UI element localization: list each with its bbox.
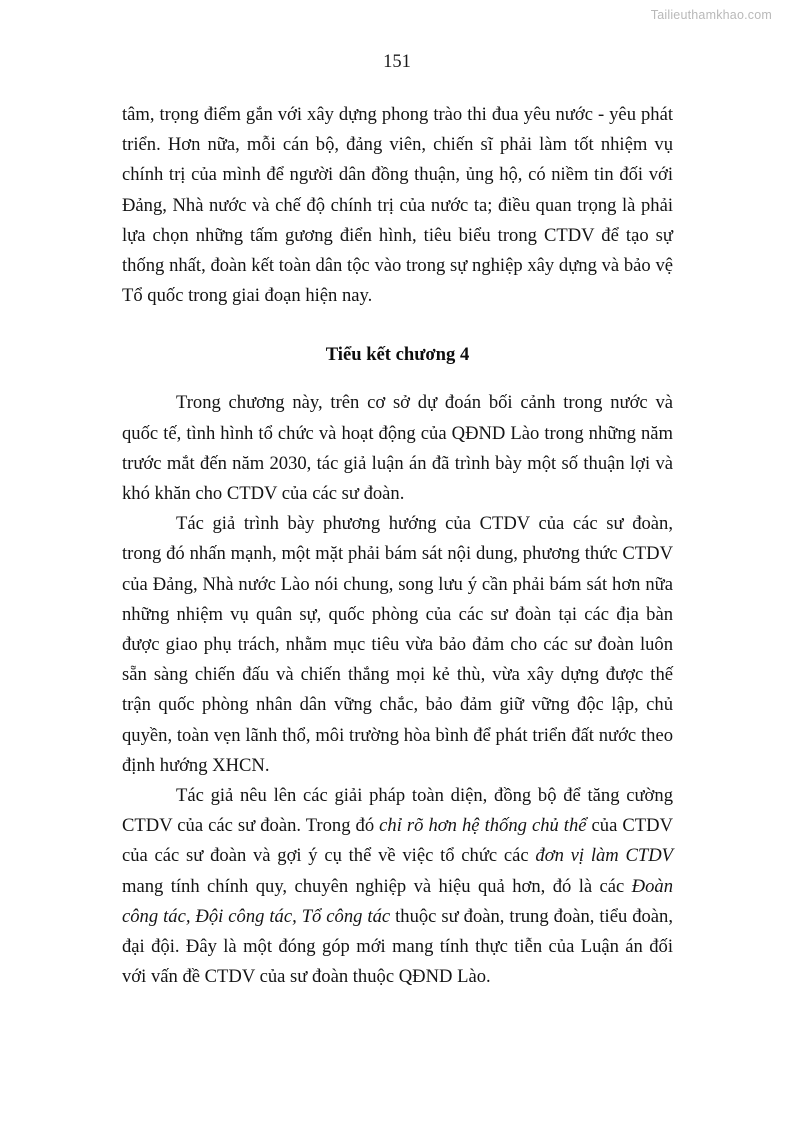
paragraph-solutions-part-4: thuộc sư đoàn, trung đoàn, tiểu đoàn, đại đội. Đây là một đóng góp mới mang tính thực tiễn của Luận án đối với vấn đề CTDV của sư đoàn thuộc QĐND Lào. (122, 905, 673, 988)
page-number: 151 (383, 52, 411, 72)
paragraph-solutions-part-2: của CTDV của các sư đoàn và gợi ý cụ thể về việc tổ chức các (122, 815, 673, 867)
page-content (122, 100, 673, 992)
section-heading: Tiểu kết chương 4 (325, 344, 470, 366)
paragraph-continuation: tâm, trọng điểm gắn với xây dựng phong trào thi đua yêu nước - yêu phát triển. Hơn nữa, mỗi cán bộ, đảng viên, chiến sĩ phải làm tốt nhiệm vụ chính trị của mình để người dân đồng thuận, ủng hộ, có niềm tin đối với Đảng, Nhà nước và chế độ chính trị của nước ta; điều quan trọng là phải lựa chọn những tấm gương điển hình, tiêu biểu trong CTDV để tạo sự thống nhất, đoàn kết toàn dân tộc vào trong sự nghiệp xây dựng và bảo vệ Tổ quốc trong giai đoạn hiện nay. (122, 104, 673, 307)
paragraph-direction: Tác giả trình bày phương hướng của CTDV của các sư đoàn, trong đó nhấn mạnh, một mặt phải bám sát nội dung, phương thức CTDV của Đảng, Nhà nước Lào nói chung, song lưu ý cần phải bám sát hơn nữa những nhiệm vụ quân sự, quốc phòng của các sư đoàn tại các địa bàn được giao phụ trách, nhằm mục tiêu vừa bảo đảm cho các sư đoàn luôn sẵn sàng chiến đấu và chiến thắng mọi kẻ thù, vừa xây dựng được thế trận quốc phòng nhân dân vững chắc, bảo đảm giữ vững độc lập, chủ quyền, toàn vẹn lãnh thổ, môi trường hòa bình để phát triển đất nước theo định hướng XHCN. (122, 513, 673, 776)
paragraph-summary-intro: Trong chương này, trên cơ sở dự đoán bối cảnh trong nước và quốc tế, tình hình tổ chức và hoạt động của QĐND Lào trong những năm trước mắt đến năm 2030, tác giả luận án đã trình bày một số thuận lợi và khó khăn cho CTDV của các sư đoàn. (122, 392, 673, 505)
paragraph-solutions-part-3: mang tính chính quy, chuyên nghiệp và hiệu quả hơn, đó là các (122, 875, 632, 897)
emphasis-he-thong-chu-the: chỉ rõ hơn hệ thống chủ thể (379, 815, 587, 837)
paragraph-solutions-part-1: Tác giả nêu lên các giải pháp toàn diện, đồng bộ để tăng cường CTDV của các sư đoàn. Trong đó (122, 785, 673, 837)
emphasis-don-vi-lam-ctdv: đơn vị làm CTDV (535, 845, 673, 867)
paragraph-spacer (122, 311, 673, 319)
paragraph-solutions (122, 781, 673, 992)
emphasis-doan-doi-to-cong-tac: Đoàn công tác, Đội công tác, Tổ công tác (122, 875, 673, 927)
watermark-text: Tailieuthamkhao.com (650, 8, 772, 22)
